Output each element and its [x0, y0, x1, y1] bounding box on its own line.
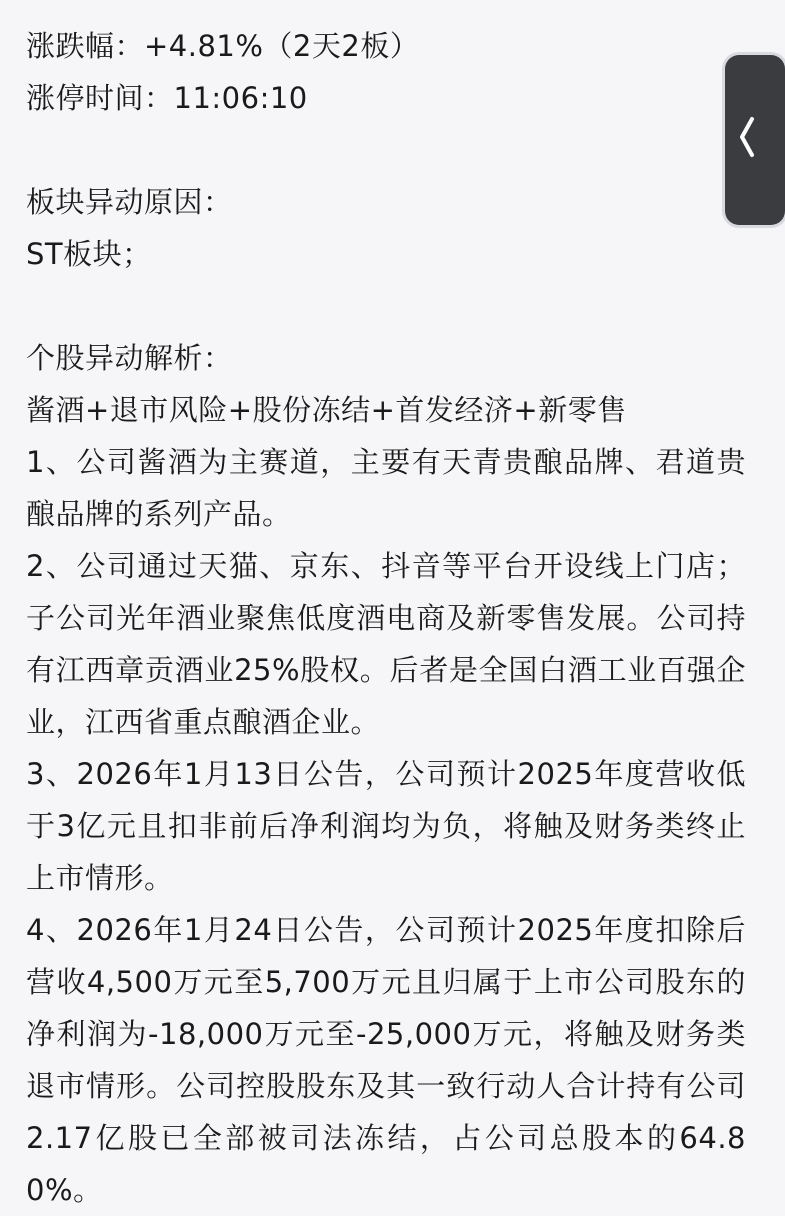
limit-time-line: 涨停时间：11:06:10: [26, 81, 308, 115]
analysis-point-3: 3、2026年1月13日公告，公司预计2025年度营收低于3亿元且扣非前后净利润均为负，将触及财务类终止上市情形。: [26, 757, 746, 895]
analysis-tags: 酱酒+退市风险+股份冻结+首发经济+新零售: [26, 393, 627, 427]
chevron-left-icon: [737, 115, 757, 159]
spacer: [26, 280, 746, 332]
analysis-point-4: 4、2026年1月24日公告，公司预计2025年度扣除后营收4,500万元至5,700万元且归属于上市公司股东的净利润为-18,000万元至-25,000万元，将触及财务类退市情形。公司控股股东及其一致行动人合计持有公司2.17亿股已全部被司法冻结，占公司总股本的64.80%。: [26, 913, 746, 1207]
analysis-title: 个股异动解析：: [26, 341, 233, 375]
sector-title: 板块异动原因：: [26, 185, 233, 219]
analysis-point-2: 2、公司通过天猫、京东、抖音等平台开设线上门店；子公司光年酒业聚焦低度酒电商及新零售发展。公司持有江西章贡酒业25%股权。后者是全国白酒工业百强企业，江西省重点酿酒企业。: [26, 549, 746, 739]
analysis-point-1: 1、公司酱酒为主赛道，主要有天青贵酿品牌、君道贵酿品牌的系列产品。: [26, 445, 746, 531]
sector-value: ST板块；: [26, 237, 152, 271]
side-collapse-tab[interactable]: [725, 55, 785, 225]
article-body: [26, 20, 746, 1216]
spacer: [26, 124, 746, 176]
change-line: 涨跌幅：+4.81%（2天2板）: [26, 29, 420, 63]
